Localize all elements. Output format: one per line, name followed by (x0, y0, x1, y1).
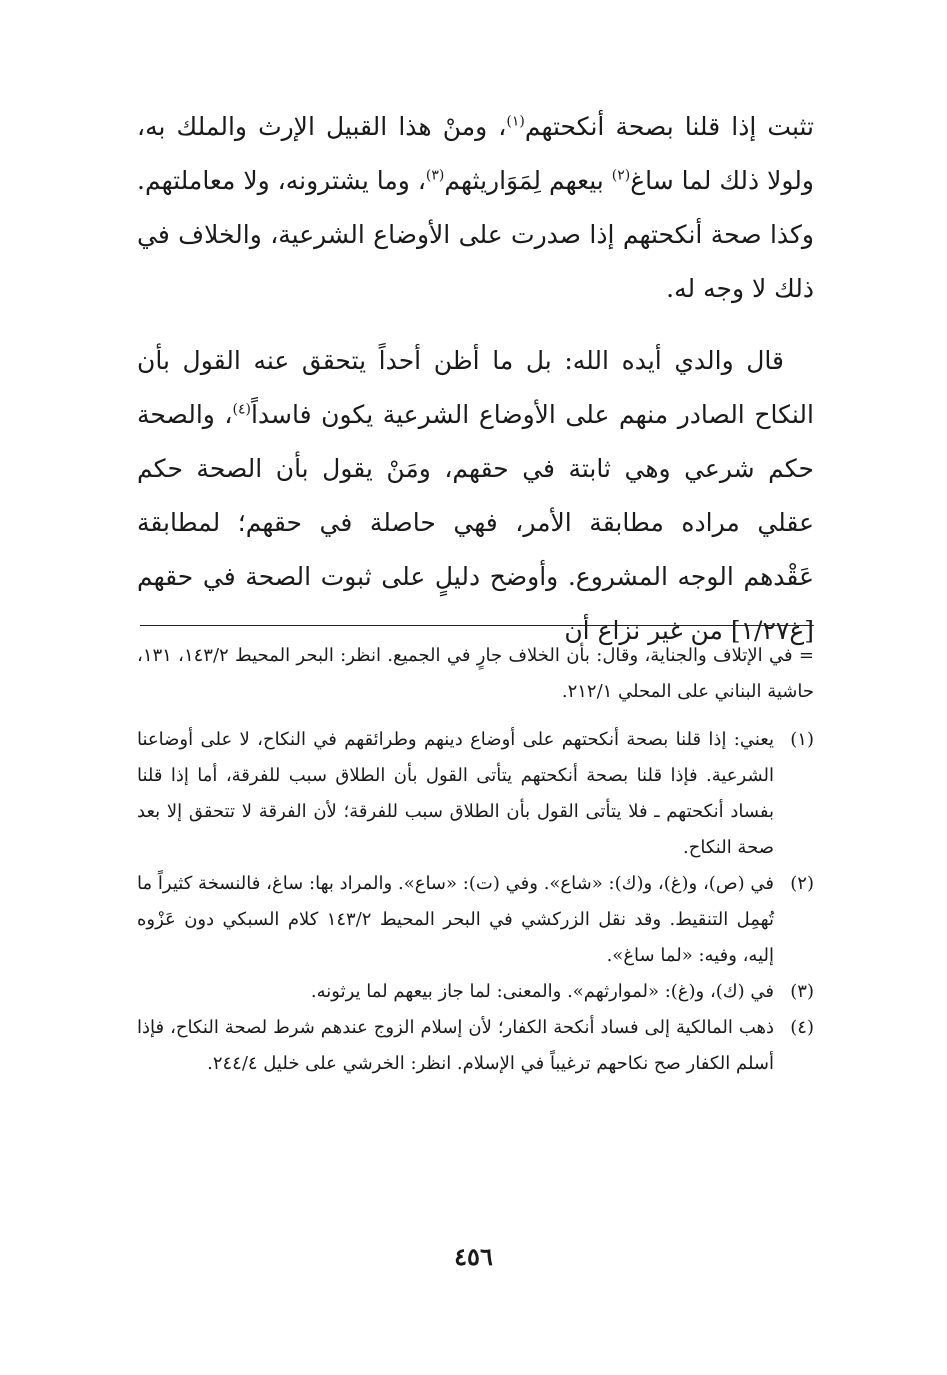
footnote-3 (137, 974, 814, 1010)
footnote-number: (١) (790, 729, 814, 750)
footnote-text: في (ك)، و(غ): «لموارثهم». والمعنى: لما جاز بيعهم لما يرثونه. (310, 981, 774, 1002)
footnote-text: يعني: إذا قلنا بصحة أنكحتهم على أوضاع دينهم وطرائقهم في النكاح، لا على أوضاعنا الشرعية. فإذا قلنا بصحة أنكحتهم يتأتى القول بأن الطلاق سبب للفرقة، أما إذا قلنا بفساد أنكحتهم ـ فلا يتأتى القول بأن الطلاق سبب للفرقة؛ لأن الفرقة لا تتحقق إلا بعد صحة النكاح. (137, 729, 774, 858)
main-text (137, 100, 814, 658)
footnote-ref-3: (٣) (425, 167, 445, 184)
footnote-continuation: = في الإتلاف والجناية، وقال: بأن الخلاف جارٍ في الجميع. انظر: البحر المحيط ١٤٣/٢، ١٣١، حاشية البناني على المحلي ٢١٢/١. (137, 645, 815, 702)
footnote-ref-2: (٢) (611, 167, 631, 184)
paragraph-1-part-b: ، ومنْ هذا القبيل الإرث والملك به، ولولا ذلك لما ساغ (137, 112, 814, 195)
paragraph-1-part-c: بيعهم لِمَوَاريثهم (444, 166, 612, 195)
page-number: ٤٥٦ (454, 1242, 493, 1271)
footnote-4 (137, 1010, 814, 1082)
paragraph-2-part-b: ، والصحة حكم شرعي وهي ثابتة في حقهم، ومَنْ يقول بأن الصحة حكم عقلي مراده مطابقة الأمر، فهي حاصلة في حقهم؛ لمطابقة عَقْدهم الوجه المشروع. وأوضح دليلٍ على ثبوت الصحة في حقهم [غ١/٢٧] من غير نزاع أن (137, 400, 814, 645)
footnote-ref-4: (٤) (232, 401, 251, 418)
footnotes (137, 638, 814, 1082)
paragraph-2-part-a: قال والدي أيده الله: بل ما أظن أحداً يتحقق عنه القول بأن النكاح الصادر منهم على الأوضاع الشرعية يكون فاسداً (137, 346, 814, 429)
footnote-ref-1: (١) (506, 113, 525, 130)
footnote-number: (٤) (790, 1017, 814, 1038)
footnote-number: (٣) (790, 981, 814, 1002)
footnote-number: (٢) (790, 873, 814, 894)
paragraph-1-part-d: ، وما يشترونه، ولا معاملتهم. وكذا صحة أنكحتهم إذا صدرت على الأوضاع الشرعية، والخلاف في ذلك لا وجه له. (137, 166, 814, 303)
footnote-2 (137, 866, 814, 974)
paragraph-2 (137, 334, 814, 658)
paragraph-1-part-a: تثبت إذا قلنا بصحة أنكحتهم (524, 112, 814, 141)
footnote-text: في (ص)، و(غ)، و(ك): «شاع». وفي (ت): «ساع». والمراد بها: ساغ، فالنسخة كثيراً ما تُهمِل التنقيط. وقد نقل الزركشي في البحر المحيط ١٤٣/٢ كلام السبكي دون عَزْوه إليه، وفيه: «لما ساغ». (137, 873, 774, 966)
paragraph-1 (137, 100, 814, 316)
footnote-text: ذهب المالكية إلى فساد أنكحة الكفار؛ لأن إسلام الزوج عندهم شرط لصحة النكاح، فإذا أسلم الكفار صح نكاحهم ترغيباً في الإسلام. انظر: الخرشي على خليل ٢٤٤/٤. (137, 1017, 774, 1074)
footnote-divider (140, 625, 814, 626)
footnote-1 (137, 722, 814, 866)
